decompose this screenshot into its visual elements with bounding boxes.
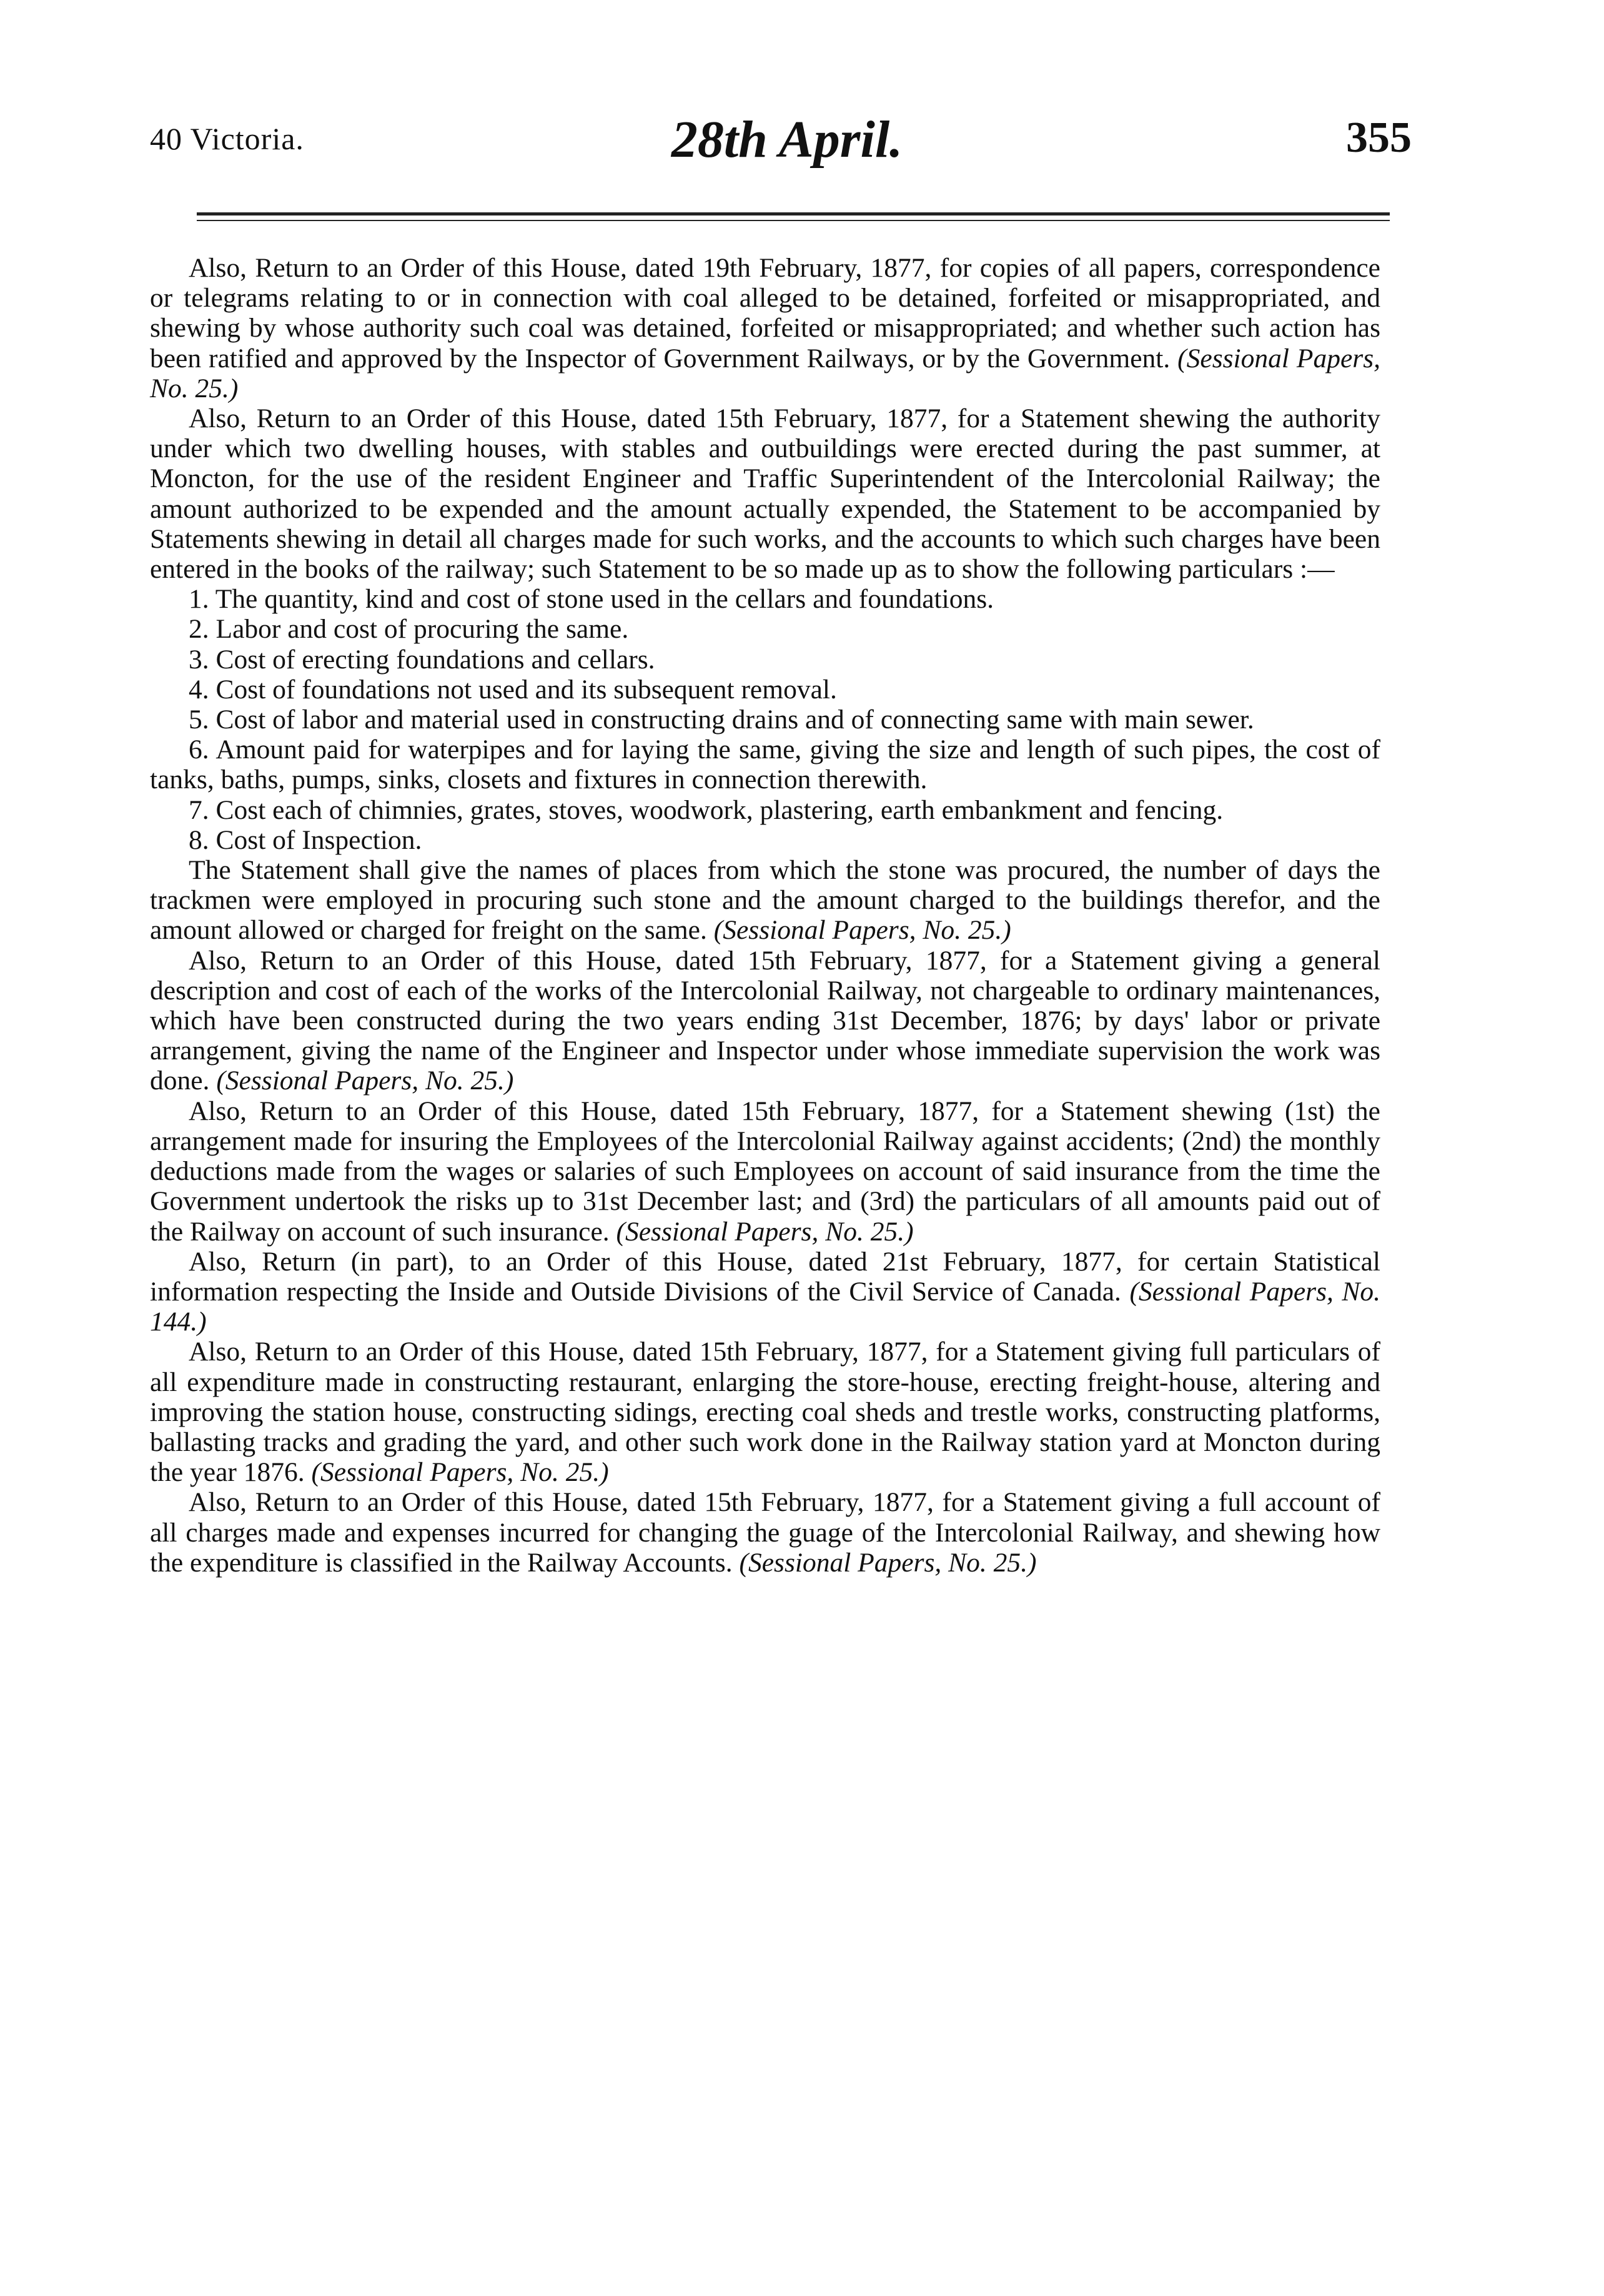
sessional-ref: (Sessional Papers, No. 25.)	[713, 915, 1011, 946]
list-item: 2. Labor and cost of procuring the same.	[189, 614, 629, 645]
list-item: 4. Cost of foundations not used and its subsequent removal.	[189, 674, 837, 705]
sessional-ref: (Sessional Papers, No. 25.)	[311, 1457, 609, 1488]
paragraph: Also, Return to an Order of this House, dated 15th February, 1877, for a Statement giving a full account of all charges made and expenses incurred for changing the guage of the Intercolonial Railway, and shewing how the expenditure is classified in the Railway Accounts. (Sessional Papers, No. 25.)	[150, 1487, 1380, 1578]
document-body	[150, 253, 1380, 1578]
paragraph: Also, Return to an Order of this House, dated 15th February, 1877, for a Statement shewing (1st) the arrangement made for insuring the Employees of the Intercolonial Railway against accidents; (2nd) the monthly deductions made from the wages or salaries of such Employees on account of said insurance from the time the Government undertook the risks up to 31st December last; and (3rd) the particulars of all amounts paid out of the Railway on account of such insurance. (Sessional Papers, No. 25.)	[150, 1096, 1380, 1247]
paragraph: Also, Return (in part), to an Order of this House, dated 21st February, 1877, for certain Statistical information respecting the Inside and Outside Divisions of the Civil Service of Canada. (Sessional Papers, No. 144.)	[150, 1246, 1381, 1337]
sessional-ref: (Sessional Papers, No. 25.)	[616, 1216, 914, 1247]
header-rule-thin	[197, 220, 1390, 221]
page-date: 28th April.	[671, 111, 903, 169]
paragraph: Also, Return to an Order of this House, dated 15th February, 1877, for a Statement shewing the authority under which two dwelling houses, with stables and outbuildings were erected during the past summer, at Moncton, for the use of the resident Engineer and Traffic Superintendent of the Intercolonial Railway; the amount authorized to be expended and the amount actually expended, the Statement to be accompanied by Statements shewing in detail all charges made for such works, and the accounts to which such charges have been entered in the books of the railway; such Statement to be so made up as to show the following particulars :—	[150, 403, 1380, 585]
sessional-ref: (Sessional Papers, No. 144.)	[150, 1276, 1381, 1337]
sessional-ref: (Sessional Papers, No. 25.)	[216, 1066, 514, 1096]
paragraph: Also, Return to an Order of this House, dated 15th February, 1877, for a Statement giving full particulars of all expenditure made in constructing restaurant, enlarging the store-house, erecting freight-house, altering and improving the station house, constructing sidings, erecting coal sheds and trestle works, constructing platforms, ballasting tracks and grading the yard, and other such work done in the Railway station yard at Moncton during the year 1876. (Sessional Papers, No. 25.)	[150, 1337, 1380, 1488]
paragraph: Also, Return to an Order of this House, dated 15th February, 1877, for a Statement giving a general description and cost of each of the works of the Intercolonial Railway, not chargeable to ordinary maintenances, which have been constructed during the two years ending 31st December, 1876; by days' labor or private arrangement, giving the name of the Engineer and Inspector under whose immediate supervision the work was done. (Sessional Papers, No. 25.)	[150, 945, 1380, 1096]
regnal-year: 40 Victoria.	[150, 121, 304, 156]
page-number: 355	[1346, 114, 1412, 162]
list-item: 1. The quantity, kind and cost of stone used in the cellars and foundations.	[189, 584, 994, 615]
list-item: 5. Cost of labor and material used in constructing drains and of connecting same with main sewer.	[189, 705, 1254, 735]
page-header	[150, 109, 1412, 184]
list-item: 6. Amount paid for waterpipes and for laying the same, giving the size and length of such pipes, the cost of tanks, baths, pumps, sinks, closets and fixtures in connection therewith.	[150, 735, 1380, 795]
header-rule-thick	[197, 212, 1390, 215]
sessional-ref: (Sessional Papers, No. 25.)	[739, 1547, 1037, 1578]
paragraph: Also, Return to an Order of this House, dated 19th February, 1877, for copies of all papers, correspondence or telegrams relating to or in connection with coal alleged to be detained, forfeited or misappropriated, and shewing by whose authority such coal was detained, forfeited or misappropriated; and whether such action has been ratified and approved by the Inspector of Government Railways, or by the Government. (Sessional Papers, No. 25.)	[150, 253, 1380, 403]
sessional-ref: (Sessional Papers, No. 25.)	[150, 343, 1380, 403]
list-item: 3. Cost of erecting foundations and cellars.	[189, 644, 655, 675]
list-item: 8. Cost of Inspection.	[189, 824, 422, 855]
list-item: 7. Cost each of chimnies, grates, stoves, woodwork, plastering, earth embankment and fencing.	[189, 794, 1224, 825]
paragraph: The Statement shall give the names of places from which the stone was procured, the number of days the trackmen were employed in procuring such stone and the amount charged to the buildings therefor, and the amount allowed or charged for freight on the same. (Sessional Papers, No. 25.)	[150, 855, 1380, 946]
